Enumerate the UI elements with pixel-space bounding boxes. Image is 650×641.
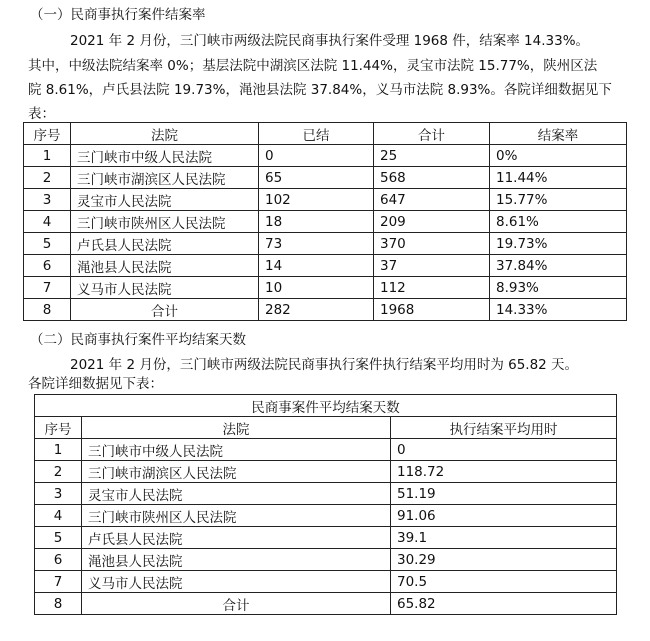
table-cell: 8 bbox=[24, 299, 71, 321]
table-row bbox=[35, 483, 617, 505]
table-cell: 15.77% bbox=[490, 189, 627, 211]
header-cell: 法院 bbox=[71, 123, 259, 145]
table-cell: 8.61% bbox=[490, 211, 627, 233]
table-cell: 5 bbox=[24, 233, 71, 255]
table-cell: 10 bbox=[259, 277, 374, 299]
table-cell: 14.33% bbox=[490, 299, 627, 321]
table-header-row bbox=[24, 123, 627, 145]
table-cell: 647 bbox=[374, 189, 490, 211]
table-cell: 三门峡市中级人民法院 bbox=[71, 145, 259, 167]
header-cell: 已结 bbox=[259, 123, 374, 145]
table-cell: 70.5 bbox=[391, 571, 617, 593]
table-cell: 18 bbox=[259, 211, 374, 233]
table-cell: 灵宝市人民法院 bbox=[82, 483, 391, 505]
table-row bbox=[24, 189, 627, 211]
header-cell: 结案率 bbox=[490, 123, 627, 145]
table-row bbox=[24, 211, 627, 233]
table-cell: 282 bbox=[259, 299, 374, 321]
table-cell: 灵宝市人民法院 bbox=[71, 189, 259, 211]
table-row bbox=[35, 505, 617, 527]
table-cell: 2 bbox=[24, 167, 71, 189]
table-cell: 73 bbox=[259, 233, 374, 255]
table-cell: 0 bbox=[391, 439, 617, 461]
table-cell: 义马市人民法院 bbox=[71, 277, 259, 299]
table-cell: 三门峡市湖滨区人民法院 bbox=[71, 167, 259, 189]
section1-para-line-2: 其中，中级法院结案率 0%；基层法院中湖滨区法院 11.44%，灵宝市法院 15.77%，陕州区法 bbox=[28, 58, 598, 74]
header-cell: 法院 bbox=[82, 417, 391, 439]
table-cell: 65 bbox=[259, 167, 374, 189]
table-row bbox=[24, 167, 627, 189]
table-cell: 37 bbox=[374, 255, 490, 277]
table-cell: 渑池县人民法院 bbox=[71, 255, 259, 277]
table-cell: 19.73% bbox=[490, 233, 627, 255]
table-row bbox=[24, 233, 627, 255]
table-row bbox=[35, 461, 617, 483]
table-cell: 3 bbox=[35, 483, 82, 505]
table-row bbox=[24, 255, 627, 277]
table-cell: 1968 bbox=[374, 299, 490, 321]
table-cell: 7 bbox=[24, 277, 71, 299]
table-caption: 民商事案件平均结案天数 bbox=[35, 395, 617, 417]
header-cell: 序号 bbox=[24, 123, 71, 145]
table-cell: 渑池县人民法院 bbox=[82, 549, 391, 571]
table-cell: 39.1 bbox=[391, 527, 617, 549]
table-cell: 三门峡市湖滨区人民法院 bbox=[82, 461, 391, 483]
section2-heading: （二）民商事执行案件平均结案天数 bbox=[30, 332, 246, 348]
table-cell: 4 bbox=[35, 505, 82, 527]
table-cell: 5 bbox=[35, 527, 82, 549]
section2-para-line-1: 2021 年 2 月份，三门峡市两级法院民商事执行案件执行结案平均用时为 65.82 天。 bbox=[70, 357, 579, 373]
table-cell: 1 bbox=[35, 439, 82, 461]
table-row bbox=[35, 549, 617, 571]
table-cell: 0 bbox=[259, 145, 374, 167]
table-row-total bbox=[24, 299, 627, 321]
table-cell: 卢氏县人民法院 bbox=[71, 233, 259, 255]
table-cell: 6 bbox=[24, 255, 71, 277]
table-row-total bbox=[35, 593, 617, 615]
table-cell: 合计 bbox=[82, 593, 391, 615]
table-header-row bbox=[35, 417, 617, 439]
completion-rate-table bbox=[23, 122, 627, 321]
table-cell: 三门峡市陕州区人民法院 bbox=[82, 505, 391, 527]
avg-days-table bbox=[34, 394, 617, 615]
table-cell: 卢氏县人民法院 bbox=[82, 527, 391, 549]
table-cell: 568 bbox=[374, 167, 490, 189]
table-caption-row bbox=[35, 395, 617, 417]
table-cell: 4 bbox=[24, 211, 71, 233]
table-cell: 102 bbox=[259, 189, 374, 211]
table-cell: 14 bbox=[259, 255, 374, 277]
header-cell: 序号 bbox=[35, 417, 82, 439]
table-cell: 25 bbox=[374, 145, 490, 167]
section1-para-line-1: 2021 年 2 月份，三门峡市两级法院民商事执行案件受理 1968 件，结案率 14.33%。 bbox=[70, 33, 590, 49]
table-cell: 118.72 bbox=[391, 461, 617, 483]
table-cell: 209 bbox=[374, 211, 490, 233]
section2-para-line-2: 各院详细数据见下表： bbox=[28, 376, 163, 392]
table-cell: 37.84% bbox=[490, 255, 627, 277]
header-cell: 执行结案平均用时 bbox=[391, 417, 617, 439]
section1-para-line-3: 院 8.61%，卢氏县法院 19.73%，渑池县法院 37.84%，义马市法院 8.93%。各院详细数据见下 bbox=[28, 82, 612, 98]
table-cell: 8 bbox=[35, 593, 82, 615]
table-cell: 7 bbox=[35, 571, 82, 593]
table-cell: 3 bbox=[24, 189, 71, 211]
header-cell: 合计 bbox=[374, 123, 490, 145]
section1-heading: （一）民商事执行案件结案率 bbox=[30, 7, 206, 23]
table-cell: 三门峡市陕州区人民法院 bbox=[71, 211, 259, 233]
table-cell: 6 bbox=[35, 549, 82, 571]
section1-para-line-4: 表： bbox=[28, 106, 55, 122]
table-cell: 义马市人民法院 bbox=[82, 571, 391, 593]
table-cell: 30.29 bbox=[391, 549, 617, 571]
table-row bbox=[24, 277, 627, 299]
table-cell: 三门峡市中级人民法院 bbox=[82, 439, 391, 461]
table-cell: 8.93% bbox=[490, 277, 627, 299]
table-cell: 11.44% bbox=[490, 167, 627, 189]
table-cell: 2 bbox=[35, 461, 82, 483]
table-cell: 370 bbox=[374, 233, 490, 255]
table-row bbox=[35, 439, 617, 461]
table-cell: 112 bbox=[374, 277, 490, 299]
table-row bbox=[24, 145, 627, 167]
table-row bbox=[35, 527, 617, 549]
table-cell: 1 bbox=[24, 145, 71, 167]
table-cell: 65.82 bbox=[391, 593, 617, 615]
table-cell: 0% bbox=[490, 145, 627, 167]
table-cell: 合计 bbox=[71, 299, 259, 321]
table-row bbox=[35, 571, 617, 593]
table-cell: 91.06 bbox=[391, 505, 617, 527]
table-cell: 51.19 bbox=[391, 483, 617, 505]
